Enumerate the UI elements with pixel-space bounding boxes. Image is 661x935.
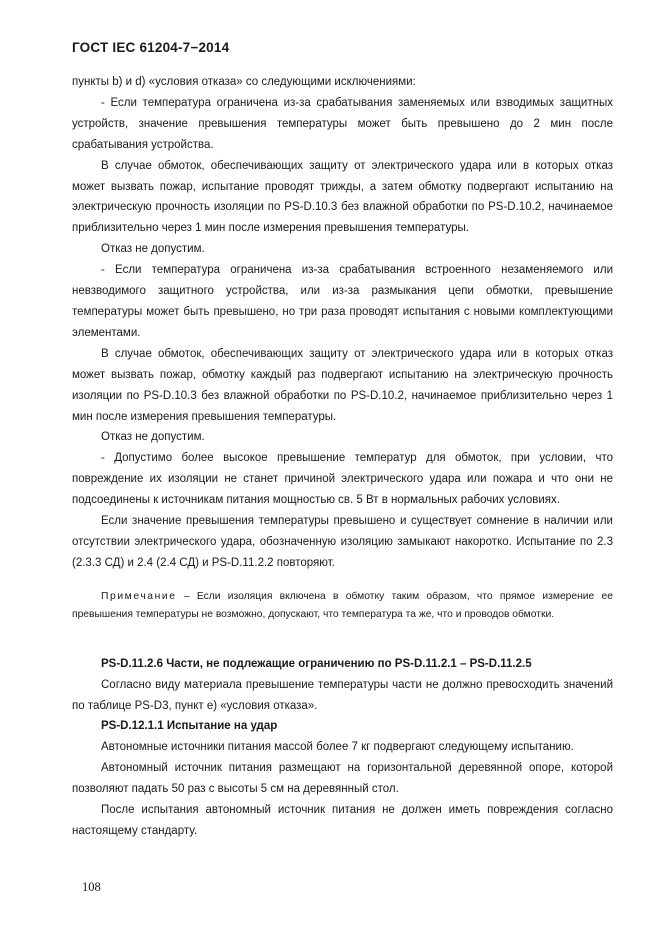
- section-heading: PS-D.12.1.1 Испытание на удар: [101, 720, 278, 733]
- note: [72, 588, 613, 625]
- paragraph: пункты b) и d) «условия отказа» со следующими исключениями:: [72, 76, 416, 88]
- paragraph: Если значение превышения температуры превышено и существует сомнение в наличии или отсутствии электрического удара, обозначенную изоляцию замыкают накоротко. Испытание по 2.3 (2.3.3 СД) и 2.4 (2.4 СД) и PS-D.11.2.2 повторяют.: [72, 515, 613, 569]
- paragraph: Отказ не допустим.: [101, 243, 205, 256]
- document-body: [72, 72, 613, 842]
- paragraph: Автономный источник питания размещают на горизонтальной деревянной опоре, которой позволяют падать 50 раз с высоты 5 см на деревянный стол.: [72, 762, 613, 796]
- paragraph: После испытания автономный источник питания не должен иметь повреждения согласно настоящему стандарту.: [72, 804, 613, 837]
- note-text: – Если изоляция включена в обмотку таким образом, что прямое измерение ее превышения температуры не возможно, допускают, что температура та же, что и проводов обмотки.: [72, 590, 613, 621]
- document-header: ГОСТ IEC 61204-7−2014: [72, 40, 230, 55]
- paragraph: - Если температура ограничена из-за срабатывания встроенного незаменяемого или невзводимого защитного устройства, или из-за размыкания цепи обмотки, превышение температуры может быть превышено, но три раза проводят испытания с новыми комплектующими элементами.: [72, 264, 613, 339]
- paragraph: В случае обмоток, обеспечивающих защиту от электрического удара или в которых отказ может вызвать пожар, обмотку каждый раз подвергают испытанию на электрическую прочность изоляции по PS-D.10.3 без влажной обработки по PS-D.10.2, начинаемое приблизительно через 1 мин после измерения превышения температуры.: [72, 347, 613, 423]
- paragraph: - Если температура ограничена из-за срабатывания заменяемых или взводимых защитных устройств, значение превышения температуры может быть превышено до 2 мин после срабатывания устройства.: [72, 96, 613, 151]
- paragraph: В случае обмоток, обеспечивающих защиту от электрического удара или в которых отказ может вызвать пожар, испытание проводят трижды, а затем обмотку подвергают испытанию на электрическую прочность изоляции по PS-D.10.3 без влажной обработки по PS-D.10.2, начинаемое приблизительно через 1 мин после измерения превышения температуры.: [72, 159, 613, 235]
- section-heading: PS-D.11.2.6 Части, не подлежащие ограничению по PS-D.11.2.1 – PS-D.11.2.5: [101, 657, 532, 670]
- paragraph: Отказ не допустим.: [101, 431, 205, 444]
- paragraph: Автономные источники питания массой более 7 кг подвергают следующему испытанию.: [101, 741, 574, 754]
- page-number: 108: [82, 880, 101, 894]
- paragraph: Согласно виду материала превышение температуры части не должно превосходить значений по таблице PS-D3, пункт е) «условия отказа».: [72, 678, 613, 712]
- paragraph: - Допустимо более высокое превышение температур для обмоток, при условии, что повреждение их изоляции не станет причиной электрического удара или пожара и что они не подсоединены к источникам питания мощностью св. 5 Вт в нормальных рабочих условиях.: [72, 452, 613, 507]
- note-prefix: Примечание: [101, 590, 177, 602]
